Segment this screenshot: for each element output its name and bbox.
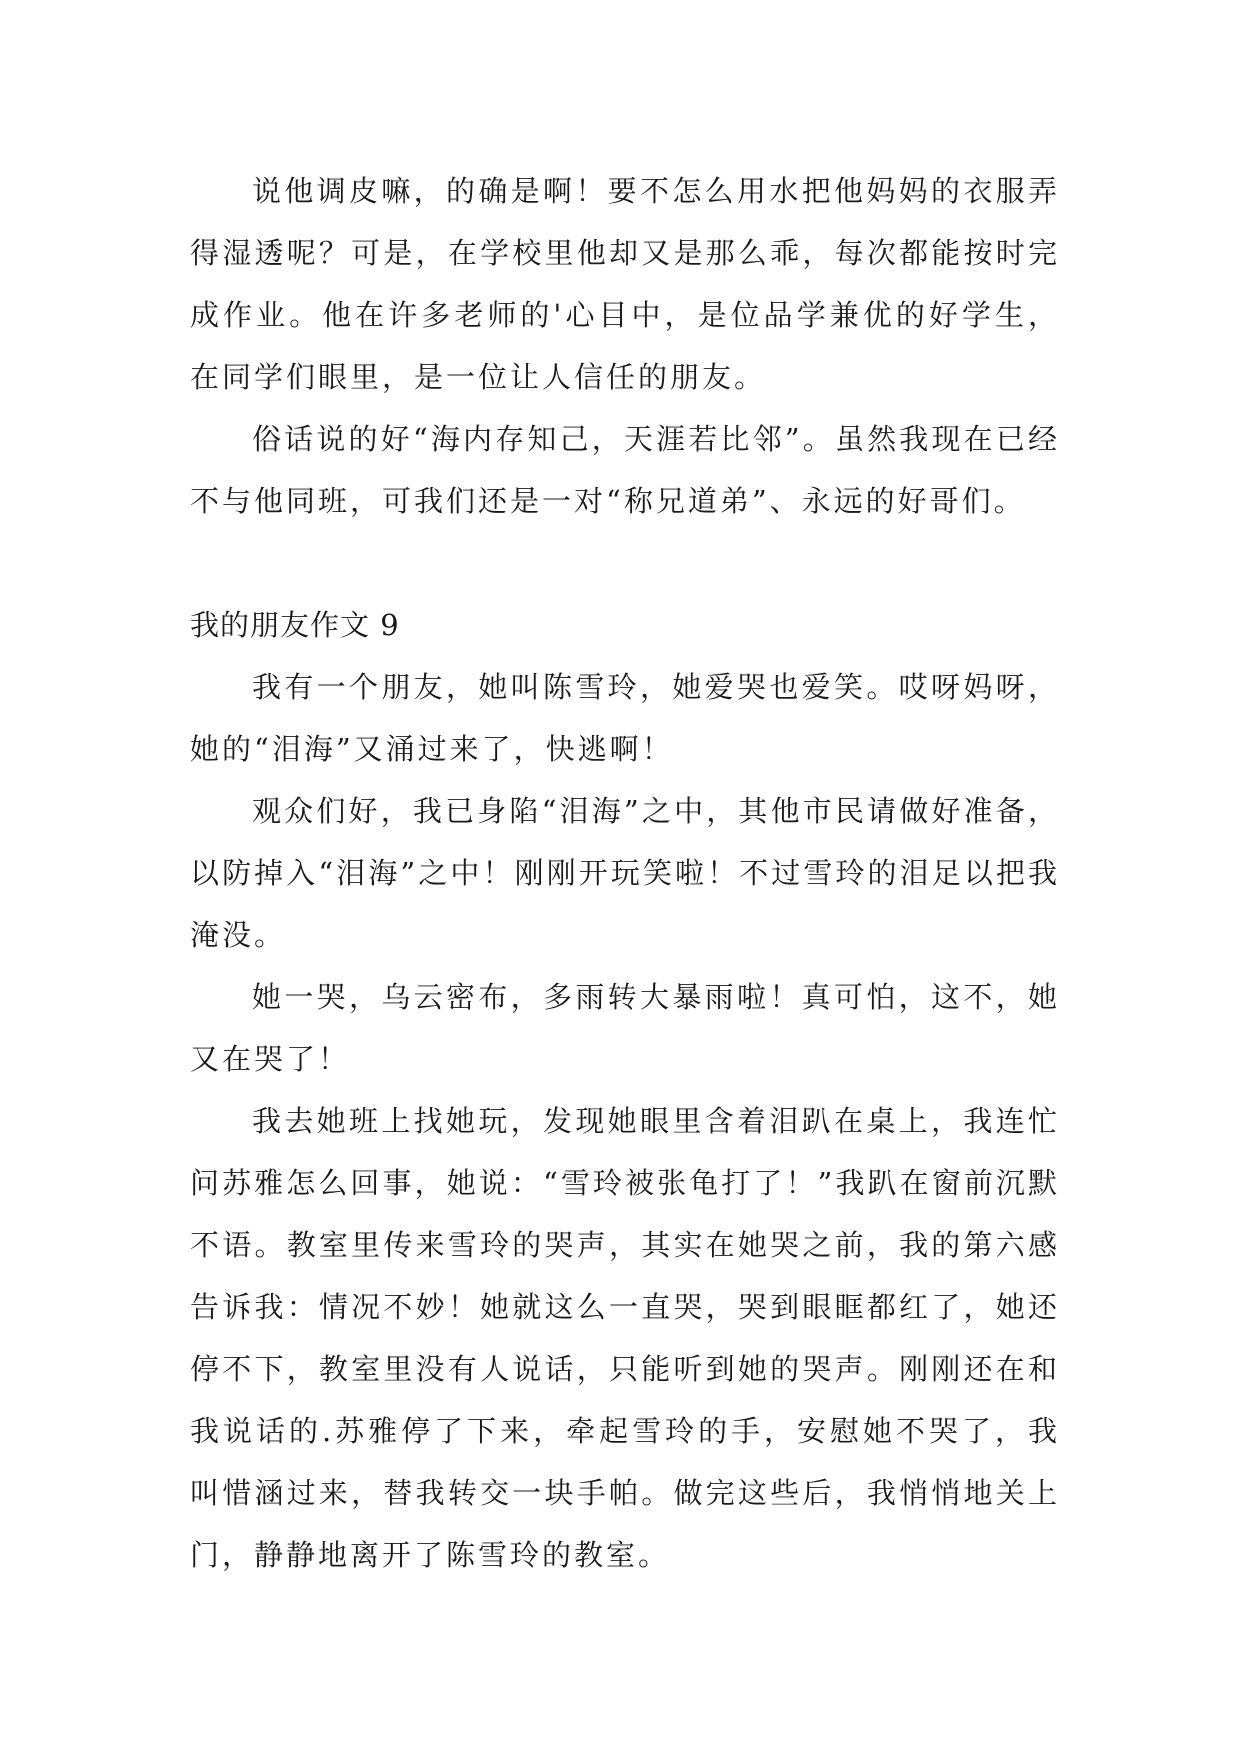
paragraph: 我有一个朋友，她叫陈雪玲，她爱哭也爱笑。哎呀妈呀，她的“泪海”又涌过来了，快逃啊！ <box>190 670 1060 766</box>
section-spacer <box>190 532 1060 594</box>
paragraph: 观众们好，我已身陷“泪海”之中，其他市民请做好准备，以防掉入“泪海”之中！刚刚开玩笑啦！不过雪玲的泪足以把我淹没。 <box>190 794 1060 952</box>
essay-title: 我的朋友作文 9 <box>190 608 400 642</box>
paragraph: 她一哭，乌云密布，多雨转大暴雨啦！真可怕，这不，她又在哭了！ <box>190 980 1060 1076</box>
document-page <box>190 160 1060 1586</box>
paragraph: 俗话说的好“海内存知己，天涯若比邻”。虽然我现在已经不与他同班，可我们还是一对“称兄道弟”、永远的好哥们。 <box>190 422 1060 518</box>
paragraph: 说他调皮嘛，的确是啊！要不怎么用水把他妈妈的衣服弄得湿透呢？可是，在学校里他却又是那么乖，每次都能按时完成作业。他在许多老师的'心目中，是位品学兼优的好学生，在同学们眼里，是一位让人信任的朋友。 <box>190 174 1060 394</box>
paragraph: 我去她班上找她玩，发现她眼里含着泪趴在桌上，我连忙问苏雅怎么回事，她说：“雪玲被张龟打了！”我趴在窗前沉默不语。教室里传来雪玲的哭声，其实在她哭之前，我的第六感告诉我：情况不妙！她就这么一直哭，哭到眼眶都红了，她还停不下，教室里没有人说话，只能听到她的哭声。刚刚还在和我说话的.苏雅停了下来，牵起雪玲的手，安慰她不哭了，我叫惜涵过来，替我转交一块手帕。做完这些后，我悄悄地关上门，静静地离开了陈雪玲的教室。 <box>190 1104 1060 1572</box>
